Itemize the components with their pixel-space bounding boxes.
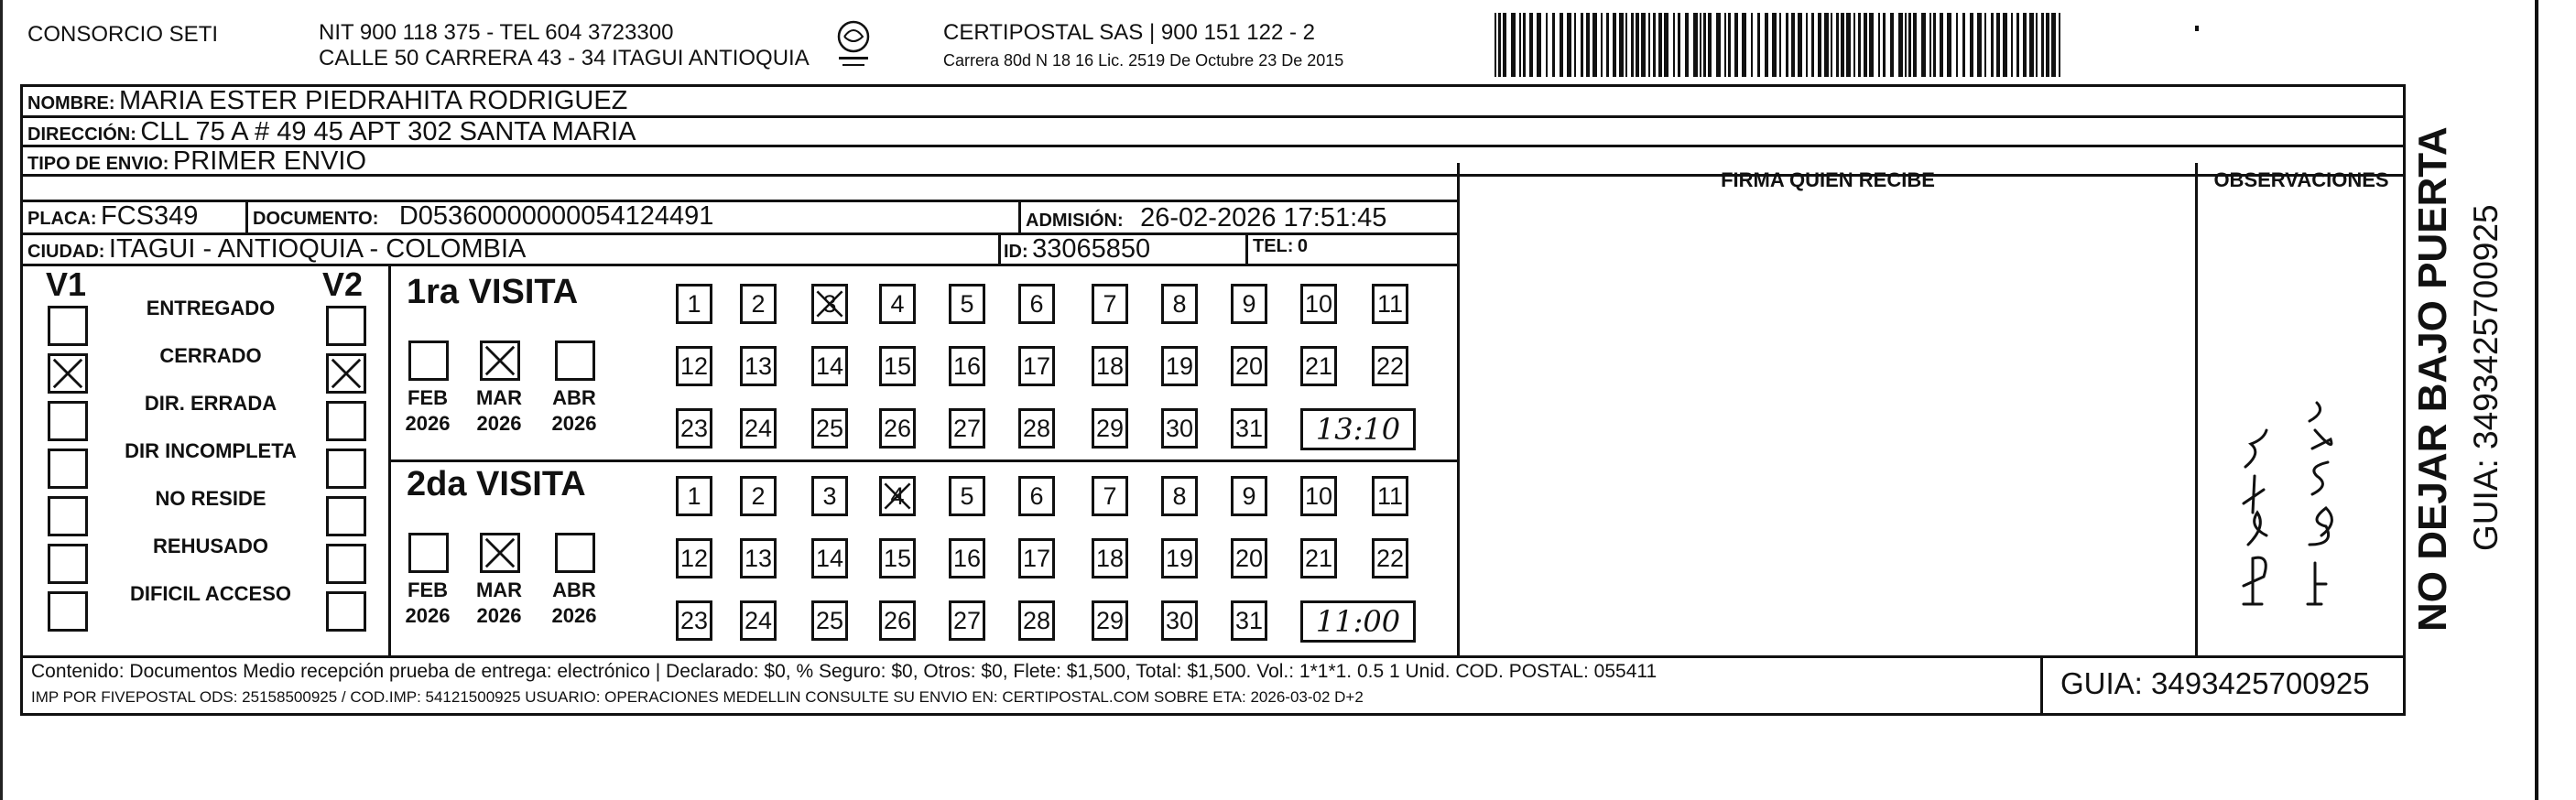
day-number: 4 <box>890 482 905 510</box>
day-number: 18 <box>1095 352 1125 380</box>
day-box[interactable] <box>1092 538 1128 578</box>
tel-value: 0 <box>1297 236 1309 256</box>
day-number: 13 <box>744 352 773 380</box>
direccion-value: CLL 75 A # 49 45 APT 302 SANTA MARIA <box>140 117 636 146</box>
day-box[interactable] <box>1372 284 1408 324</box>
day-box[interactable] <box>949 284 985 324</box>
footer-contenido: Contenido: Documentos Medio recepción prueba de entrega: electrónico | Declarado: $0, % Seguro: $0, Otros: $0, Flete: $1,500, Total: $1,500. Vol.: 1*1*1. 0.5 1 Unid. COD. POSTAL: 055411 <box>31 661 1658 682</box>
v1-checkbox[interactable] <box>48 496 88 536</box>
day-number: 30 <box>1165 607 1194 634</box>
status-label: DIR INCOMPLETA <box>125 439 297 462</box>
day-number: 14 <box>815 352 844 380</box>
v1-label: V1 <box>46 265 87 303</box>
day-box[interactable] <box>740 476 777 516</box>
v2-checkbox[interactable] <box>326 544 366 584</box>
day-number: 16 <box>952 545 982 572</box>
month-checkbox[interactable] <box>555 533 595 573</box>
v1-checkbox[interactable] <box>48 449 88 489</box>
day-box[interactable] <box>676 476 712 516</box>
day-box[interactable] <box>1300 284 1337 324</box>
month-year: 2026 <box>476 412 522 435</box>
placa-label: PLACA: <box>27 209 97 229</box>
day-number: 6 <box>1029 482 1044 510</box>
id-row <box>1004 234 1150 265</box>
day-number: 15 <box>883 545 912 572</box>
footer-guia: GUIA: 3493425700925 <box>2060 666 2370 700</box>
day-box[interactable] <box>1018 408 1055 449</box>
month-name: ABR <box>552 578 596 601</box>
certipostal-logo <box>826 16 881 73</box>
day-box[interactable] <box>1161 476 1198 516</box>
day-box[interactable] <box>740 538 777 578</box>
month-year: 2026 <box>551 412 597 435</box>
status-label: CERRADO <box>159 344 262 367</box>
v1-checkbox[interactable] <box>48 353 88 394</box>
month-year: 2026 <box>476 604 522 627</box>
day-box[interactable] <box>949 538 985 578</box>
tel-row <box>1253 236 1308 257</box>
v2-checkbox[interactable] <box>326 401 366 441</box>
month-name: MAR <box>475 578 523 601</box>
day-number: 2 <box>751 290 766 318</box>
month-checkbox[interactable] <box>408 341 449 381</box>
barcode-dot <box>2195 26 2199 31</box>
day-box[interactable] <box>1231 346 1267 386</box>
day-number: 22 <box>1375 545 1405 572</box>
visit-time: 13:10 <box>1315 412 1401 447</box>
month-checkbox[interactable] <box>480 341 520 381</box>
day-box[interactable] <box>879 408 916 449</box>
month-checkbox[interactable] <box>480 533 520 573</box>
day-number: 9 <box>1242 482 1256 510</box>
day-number: 8 <box>1172 482 1187 510</box>
day-box[interactable] <box>1300 346 1337 386</box>
day-box[interactable] <box>811 408 848 449</box>
day-number: 28 <box>1022 415 1051 442</box>
day-number: 24 <box>744 415 773 442</box>
day-box[interactable] <box>1300 538 1337 578</box>
id-label: ID: <box>1004 242 1028 262</box>
day-number: 10 <box>1304 482 1333 510</box>
day-number: 3 <box>822 290 837 318</box>
day-number: 1 <box>687 482 701 510</box>
v1-checkbox[interactable] <box>48 591 88 632</box>
day-number: 23 <box>679 607 709 634</box>
nombre-row <box>27 86 627 115</box>
day-box[interactable] <box>811 284 848 324</box>
day-box[interactable] <box>1231 538 1267 578</box>
day-box[interactable] <box>1231 476 1267 516</box>
firma-label: FIRMA QUIEN RECIBE <box>1721 168 1935 191</box>
day-number: 11 <box>1376 290 1404 318</box>
month-year: 2026 <box>551 604 597 627</box>
day-number: 26 <box>883 415 912 442</box>
tipo-label: TIPO DE ENVIO: <box>27 154 169 174</box>
day-number: 21 <box>1304 545 1333 572</box>
day-number: 9 <box>1242 290 1256 318</box>
day-box[interactable] <box>879 346 916 386</box>
page-left-edge <box>0 0 3 800</box>
day-box[interactable] <box>1300 476 1337 516</box>
day-box[interactable] <box>1231 284 1267 324</box>
day-box[interactable] <box>949 600 985 641</box>
day-box[interactable] <box>811 476 848 516</box>
day-number: 12 <box>679 352 709 380</box>
day-number: 6 <box>1029 290 1044 318</box>
day-box[interactable] <box>879 600 916 641</box>
day-box[interactable] <box>1092 346 1128 386</box>
side-no-dejar-text: NO DEJAR BAJO PUERTA <box>2410 126 2455 632</box>
documento-label: DOCUMENTO: <box>253 209 379 229</box>
day-number: 13 <box>744 545 773 572</box>
v1-checkbox[interactable] <box>48 401 88 441</box>
placa-row <box>27 201 198 232</box>
placa-value: FCS349 <box>101 201 199 231</box>
status-label: NO RESIDE <box>155 487 266 510</box>
visit-time-box[interactable] <box>1300 600 1416 643</box>
day-number: 7 <box>1103 290 1117 318</box>
day-number: 11 <box>1376 482 1404 510</box>
day-number: 28 <box>1022 607 1051 634</box>
day-number: 27 <box>952 415 982 442</box>
v2-checkbox[interactable] <box>326 353 366 394</box>
month-year: 2026 <box>405 412 451 435</box>
month-checkbox[interactable] <box>555 341 595 381</box>
visit-time-box[interactable] <box>1300 408 1416 450</box>
day-box[interactable] <box>1372 476 1408 516</box>
day-number: 8 <box>1172 290 1187 318</box>
day-number: 27 <box>952 607 982 634</box>
v2-checkbox[interactable] <box>326 306 366 346</box>
month-checkbox[interactable] <box>408 533 449 573</box>
day-number: 5 <box>960 290 974 318</box>
day-number: 31 <box>1234 415 1264 442</box>
id-value: 33065850 <box>1032 234 1151 264</box>
status-label: DIFICIL ACCESO <box>129 582 291 605</box>
day-number: 18 <box>1095 545 1125 572</box>
status-label: REHUSADO <box>153 535 268 557</box>
v2-checkbox[interactable] <box>326 591 366 632</box>
day-box[interactable] <box>676 346 712 386</box>
day-box[interactable] <box>811 346 848 386</box>
v2-checkbox[interactable] <box>326 449 366 489</box>
address-line: CALLE 50 CARRERA 43 - 34 ITAGUI ANTIOQUIA <box>319 46 810 70</box>
day-number: 31 <box>1234 607 1264 634</box>
day-box[interactable] <box>1018 538 1055 578</box>
day-box[interactable] <box>1092 408 1128 449</box>
visit-time: 11:00 <box>1315 604 1401 639</box>
handwritten-observation <box>2207 330 2390 622</box>
day-number: 24 <box>744 607 773 634</box>
month-year: 2026 <box>405 604 451 627</box>
day-box[interactable] <box>1161 408 1198 449</box>
ciudad-label: CIUDAD: <box>27 242 105 262</box>
visit-title: 2da VISITA <box>407 465 586 503</box>
direccion-row <box>27 117 636 147</box>
day-number: 20 <box>1234 352 1264 380</box>
page-right-edge <box>2535 0 2538 800</box>
day-box[interactable] <box>676 538 712 578</box>
documento-row <box>253 201 713 232</box>
day-number: 29 <box>1095 415 1125 442</box>
day-number: 19 <box>1165 545 1194 572</box>
tel-label: TEL: <box>1253 236 1294 256</box>
barcode <box>1495 13 2062 77</box>
ciudad-value: ITAGUI - ANTIOQUIA - COLOMBIA <box>108 234 527 264</box>
documento-value: D05360000000054124491 <box>398 201 714 231</box>
day-number: 19 <box>1165 352 1194 380</box>
day-box[interactable] <box>949 346 985 386</box>
day-box[interactable] <box>1161 600 1198 641</box>
status-label: ENTREGADO <box>146 297 276 319</box>
day-number: 26 <box>883 607 912 634</box>
day-number: 4 <box>890 290 905 318</box>
day-box[interactable] <box>811 538 848 578</box>
day-box[interactable] <box>1231 408 1267 449</box>
side-no-dejar <box>2410 82 2462 632</box>
day-number: 23 <box>679 415 709 442</box>
month-name: MAR <box>475 386 523 409</box>
admision-value: 26-02-2026 17:51:45 <box>1140 203 1387 232</box>
day-box[interactable] <box>1092 476 1128 516</box>
v1-checkbox[interactable] <box>48 306 88 346</box>
nit-line: NIT 900 118 375 - TEL 604 3723300 <box>319 20 674 45</box>
day-box[interactable] <box>879 284 916 324</box>
day-box[interactable] <box>1161 538 1198 578</box>
company-name: CONSORCIO SETI <box>27 22 219 47</box>
day-number: 1 <box>687 290 701 318</box>
day-box[interactable] <box>949 408 985 449</box>
day-box[interactable] <box>1018 476 1055 516</box>
day-box[interactable] <box>879 476 916 516</box>
day-box[interactable] <box>811 600 848 641</box>
day-box[interactable] <box>1372 346 1408 386</box>
day-number: 21 <box>1304 352 1333 380</box>
day-number: 16 <box>952 352 982 380</box>
certipostal-name: CERTIPOSTAL SAS | 900 151 122 - 2 <box>943 20 1315 45</box>
day-number: 2 <box>751 482 766 510</box>
side-guia <box>2467 93 2507 551</box>
footer-imp: IMP POR FIVEPOSTAL ODS: 25158500925 / COD.IMP: 54121500925 USUARIO: OPERACIONES MEDELLIN CONSULTE SU ENVIO EN: CERTIPOSTAL.COM SOBRE ETA: 2026-03-02 D+2 <box>31 688 1364 706</box>
v2-checkbox[interactable] <box>326 496 366 536</box>
v1-checkbox[interactable] <box>48 544 88 584</box>
day-number: 3 <box>822 482 837 510</box>
month-name: ABR <box>552 386 596 409</box>
day-number: 14 <box>815 545 844 572</box>
day-box[interactable] <box>1018 600 1055 641</box>
day-number: 5 <box>960 482 974 510</box>
day-number: 22 <box>1375 352 1405 380</box>
ciudad-row <box>27 234 526 265</box>
day-box[interactable] <box>1018 284 1055 324</box>
nombre-value: MARIA ESTER PIEDRAHITA RODRIGUEZ <box>119 86 628 115</box>
day-box[interactable] <box>1372 538 1408 578</box>
visit-title: 1ra VISITA <box>407 273 579 311</box>
day-box[interactable] <box>740 346 777 386</box>
day-number: 17 <box>1022 352 1051 380</box>
day-box[interactable] <box>1161 346 1198 386</box>
month-name: FEB <box>408 578 448 601</box>
day-box[interactable] <box>740 600 777 641</box>
day-box[interactable] <box>676 600 712 641</box>
status-label: DIR. ERRADA <box>144 392 277 415</box>
side-guia-text: GUIA: 3493425700925 <box>2467 204 2505 551</box>
day-box[interactable] <box>740 284 777 324</box>
day-number: 25 <box>815 415 844 442</box>
nombre-label: NOMBRE: <box>27 93 115 114</box>
month-name: FEB <box>408 386 448 409</box>
day-box[interactable] <box>1092 284 1128 324</box>
admision-row <box>1026 203 1386 233</box>
day-number: 30 <box>1165 415 1194 442</box>
day-number: 17 <box>1022 545 1051 572</box>
day-box[interactable] <box>949 476 985 516</box>
direccion-label: DIRECCIÓN: <box>27 124 136 145</box>
day-number: 25 <box>815 607 844 634</box>
admision-label: ADMISIÓN: <box>1026 211 1124 231</box>
day-number: 7 <box>1103 482 1117 510</box>
day-box[interactable] <box>676 284 712 324</box>
day-box[interactable] <box>1161 284 1198 324</box>
day-number: 12 <box>679 545 709 572</box>
day-number: 15 <box>883 352 912 380</box>
observaciones-label: OBSERVACIONES <box>2213 168 2389 191</box>
tipo-row <box>27 146 366 177</box>
day-box[interactable] <box>740 408 777 449</box>
day-box[interactable] <box>676 408 712 449</box>
day-number: 20 <box>1234 545 1264 572</box>
day-box[interactable] <box>879 538 916 578</box>
day-number: 10 <box>1304 290 1333 318</box>
tipo-value: PRIMER ENVIO <box>172 146 367 176</box>
v2-label: V2 <box>322 265 364 303</box>
day-number: 29 <box>1095 607 1125 634</box>
day-box[interactable] <box>1018 346 1055 386</box>
day-box[interactable] <box>1092 600 1128 641</box>
day-box[interactable] <box>1231 600 1267 641</box>
certipostal-license: Carrera 80d N 18 16 Lic. 2519 De Octubre 23 De 2015 <box>943 51 1344 70</box>
